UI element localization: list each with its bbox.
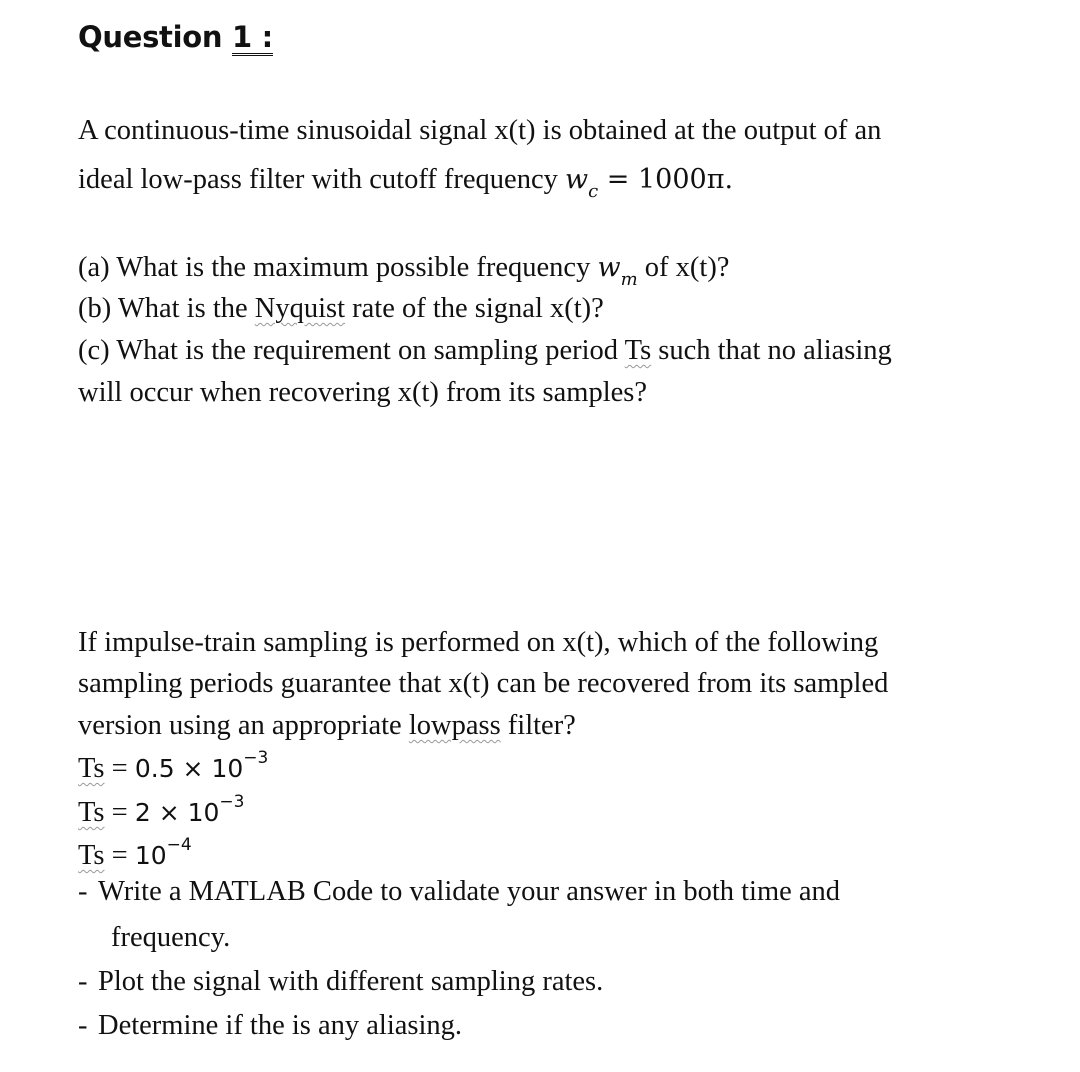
question-c-line-2: will occur when recovering x(t) from its samples? (78, 377, 648, 408)
option-2-value: 2 × 10 (134, 798, 220, 827)
task-3-text: Determine if the is any aliasing. (98, 1010, 463, 1041)
question-label: Question (78, 20, 223, 54)
cutoff-value: = 1000π. (598, 164, 734, 195)
option-2 (78, 792, 245, 829)
question-a (78, 252, 730, 290)
task-2 (78, 966, 603, 998)
task-1 (78, 876, 840, 908)
question-c (78, 335, 892, 367)
part2-line-3 (78, 710, 576, 742)
option-1-eq: = (104, 753, 135, 784)
task-1-text: Write a MATLAB Code to validate your answer in both time and (98, 876, 841, 907)
option-1 (78, 748, 269, 785)
ts-word: Ts (624, 335, 652, 366)
max-freq-subscript: m (620, 269, 638, 290)
cutoff-subscript: c (588, 181, 599, 202)
task-3-dash: - (78, 1010, 88, 1041)
task-1-line-2: frequency. (111, 922, 231, 953)
task-2-text: Plot the signal with different sampling rates. (98, 966, 604, 997)
part2-line-3-prefix: version using an appropriate (78, 710, 402, 741)
lowpass-word: lowpass (408, 710, 501, 741)
option-1-exponent: −3 (243, 748, 269, 768)
part2-line-2: sampling periods guarantee that x(t) can be recovered from its sampled (78, 668, 889, 699)
question-b-suffix: rate of the signal x(t)? (352, 293, 604, 324)
nyquist-word: Nyquist (254, 293, 346, 324)
option-3-exponent: −4 (166, 835, 192, 855)
option-2-var: Ts (78, 797, 105, 828)
task-3 (78, 1010, 462, 1042)
option-1-var: Ts (78, 753, 105, 784)
question-b-prefix: (b) What is the (78, 293, 248, 324)
option-3-var: Ts (78, 840, 105, 871)
question-a-suffix: of x(t)? (644, 252, 730, 283)
question-a-prefix: (a) What is the maximum possible frequency (78, 252, 591, 283)
option-3-value: 10 (134, 841, 167, 870)
option-2-exponent: −3 (219, 792, 245, 812)
intro-line-1: A continuous-time sinusoidal signal x(t) is obtained at the output of an (78, 115, 882, 146)
option-3-eq: = (104, 840, 135, 871)
question-c-prefix: (c) What is the requirement on sampling period (78, 335, 619, 366)
question-heading (78, 20, 273, 54)
option-3 (78, 835, 192, 872)
task-1-dash: - (78, 876, 88, 907)
intro-line-2-text: ideal low-pass filter with cutoff frequency (78, 164, 558, 195)
question-c-suffix: such that no aliasing (658, 335, 892, 366)
part2-line-3-suffix: filter? (507, 710, 576, 741)
cutoff-variable: w (564, 164, 589, 195)
task-2-dash: - (78, 966, 88, 997)
part2-line-1: If impulse-train sampling is performed on x(t), which of the following (78, 627, 879, 658)
intro-line-2 (78, 164, 734, 202)
max-freq-variable: w (597, 252, 621, 283)
question-number: 1 : (232, 20, 273, 54)
option-1-value: 0.5 × 10 (134, 754, 244, 783)
question-b (78, 293, 604, 325)
option-2-eq: = (104, 797, 135, 828)
